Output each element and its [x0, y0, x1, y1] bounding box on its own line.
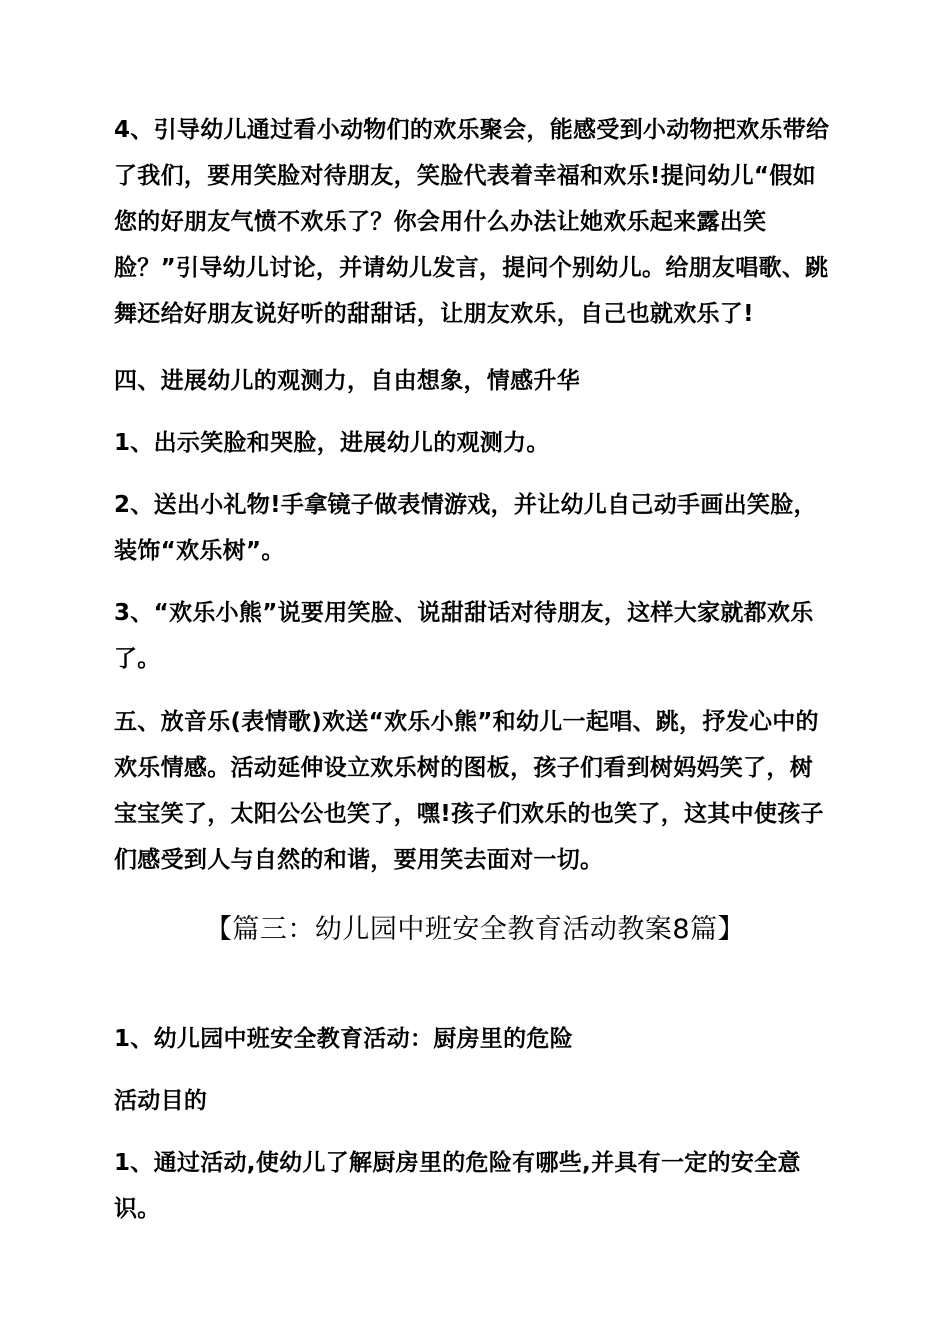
- section-heading-four: 四、进展幼儿的观测力，自由想象，情感升华: [114, 368, 580, 394]
- section-heading-five: 五、放音乐(表情歌)欢送“欢乐小熊”和幼儿一起唱、跳，抒发心中的欢乐情感。活动延伸设立欢乐树的图板，孩子们看到树妈妈笑了，树宝宝笑了，太阳公公也笑了，嘿!孩子们欢乐的也笑了，这其中使孩子们感受到人与自然的和谐，要用笑去面对一切。: [114, 709, 824, 873]
- paragraph-step-1: 1、出示笑脸和哭脸，进展幼儿的观测力。: [114, 430, 550, 456]
- activity-goal-label: 活动目的: [114, 1088, 208, 1114]
- paragraph-step-3: 3、“欢乐小熊”说要用笑脸、说甜甜话对待朋友，这样大家就都欢乐了。: [114, 600, 814, 672]
- goal-item-1: 1、通过活动,使幼儿了解厨房里的危险有哪些,并具有一定的安全意识。: [114, 1150, 801, 1222]
- paragraph-step-2: 2、送出小礼物!手拿镜子做表情游戏，并让幼儿自己动手画出笑脸，装饰“欢乐树”。: [114, 492, 817, 564]
- paragraph-activity-step-4: 4、引导幼儿通过看小动物们的欢乐聚会，能感受到小动物把欢乐带给了我们，要用笑脸对待朋友，笑脸代表着幸福和欢乐!提问幼儿“假如您的好朋友气愤不欢乐了？你会用什么办法让她欢乐起来露出笑脸？”引导幼儿讨论，并请幼儿发言，提问个别幼儿。给朋友唱歌、跳舞还给好朋友说好听的甜甜话，让朋友欢乐，自己也就欢乐了!: [114, 117, 830, 327]
- chapter-heading: 【篇三：幼儿园中班安全教育活动教案8篇】: [204, 914, 746, 945]
- activity-title: 1、幼儿园中班安全教育活动：厨房里的危险: [114, 1026, 574, 1052]
